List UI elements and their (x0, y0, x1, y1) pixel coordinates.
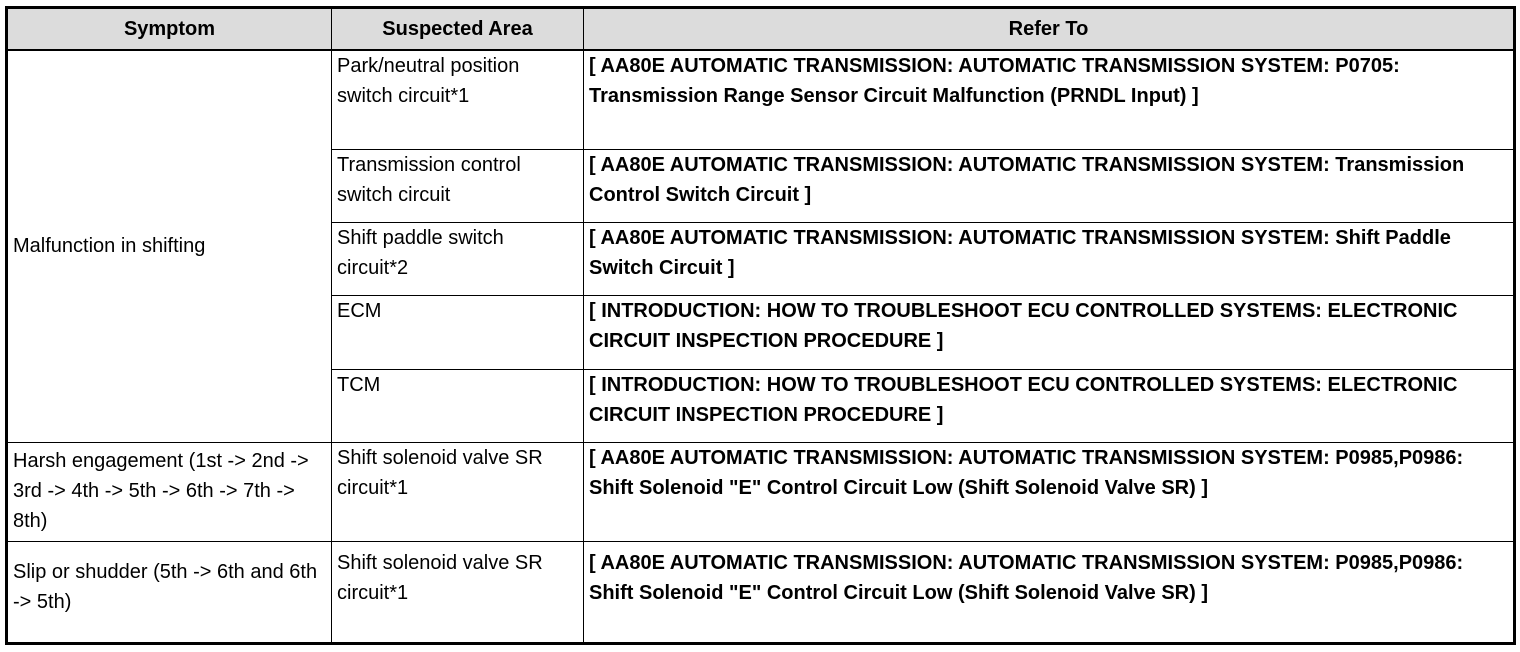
troubleshooting-table (5, 6, 1516, 645)
suspected-area-cell: ECM (332, 295, 584, 369)
suspected-area-cell: Transmission control switch circuit (332, 149, 584, 222)
refer-to-link[interactable]: [ AA80E AUTOMATIC TRANSMISSION: AUTOMATIC TRANSMISSION SYSTEM: Transmission Control Switch Circuit ] (584, 149, 1515, 222)
symptom-cell: Slip or shudder (5th -> 6th and 6th -> 5th) (7, 542, 332, 644)
refer-to-link[interactable]: [ AA80E AUTOMATIC TRANSMISSION: AUTOMATIC TRANSMISSION SYSTEM: P0985,P0986: Shift Solenoid "E" Control Circuit Low (Shift Solenoid Valve SR) ] (584, 442, 1515, 542)
refer-to-link[interactable]: [ INTRODUCTION: HOW TO TROUBLESHOOT ECU CONTROLLED SYSTEMS: ELECTRONIC CIRCUIT INSPECTION PROCEDURE ] (584, 369, 1515, 442)
suspected-area-cell: TCM (332, 369, 584, 442)
header-row (7, 8, 1515, 50)
table-row (7, 542, 1515, 644)
symptom-cell: Harsh engagement (1st -> 2nd -> 3rd -> 4th -> 5th -> 6th -> 7th -> 8th) (7, 442, 332, 542)
suspected-area-cell: Shift solenoid valve SR circuit*1 (332, 542, 584, 644)
header-symptom: Symptom (7, 8, 332, 50)
refer-to-link[interactable]: [ AA80E AUTOMATIC TRANSMISSION: AUTOMATIC TRANSMISSION SYSTEM: Shift Paddle Switch Circuit ] (584, 222, 1515, 295)
suspected-area-cell: Shift paddle switch circuit*2 (332, 222, 584, 295)
symptom-cell: Malfunction in shifting (7, 50, 332, 443)
refer-to-link[interactable]: [ INTRODUCTION: HOW TO TROUBLESHOOT ECU CONTROLLED SYSTEMS: ELECTRONIC CIRCUIT INSPECTION PROCEDURE ] (584, 295, 1515, 369)
refer-to-link[interactable]: [ AA80E AUTOMATIC TRANSMISSION: AUTOMATIC TRANSMISSION SYSTEM: P0705: Transmission Range Sensor Circuit Malfunction (PRNDL Input) ] (584, 50, 1515, 150)
table-row (7, 442, 1515, 542)
header-refer-to: Refer To (584, 8, 1515, 50)
header-suspected-area: Suspected Area (332, 8, 584, 50)
suspected-area-cell: Shift solenoid valve SR circuit*1 (332, 442, 584, 542)
suspected-area-cell: Park/neutral position switch circuit*1 (332, 50, 584, 150)
table-row (7, 50, 1515, 150)
refer-to-link[interactable]: [ AA80E AUTOMATIC TRANSMISSION: AUTOMATIC TRANSMISSION SYSTEM: P0985,P0986: Shift Solenoid "E" Control Circuit Low (Shift Solenoid Valve SR) ] (584, 542, 1515, 644)
